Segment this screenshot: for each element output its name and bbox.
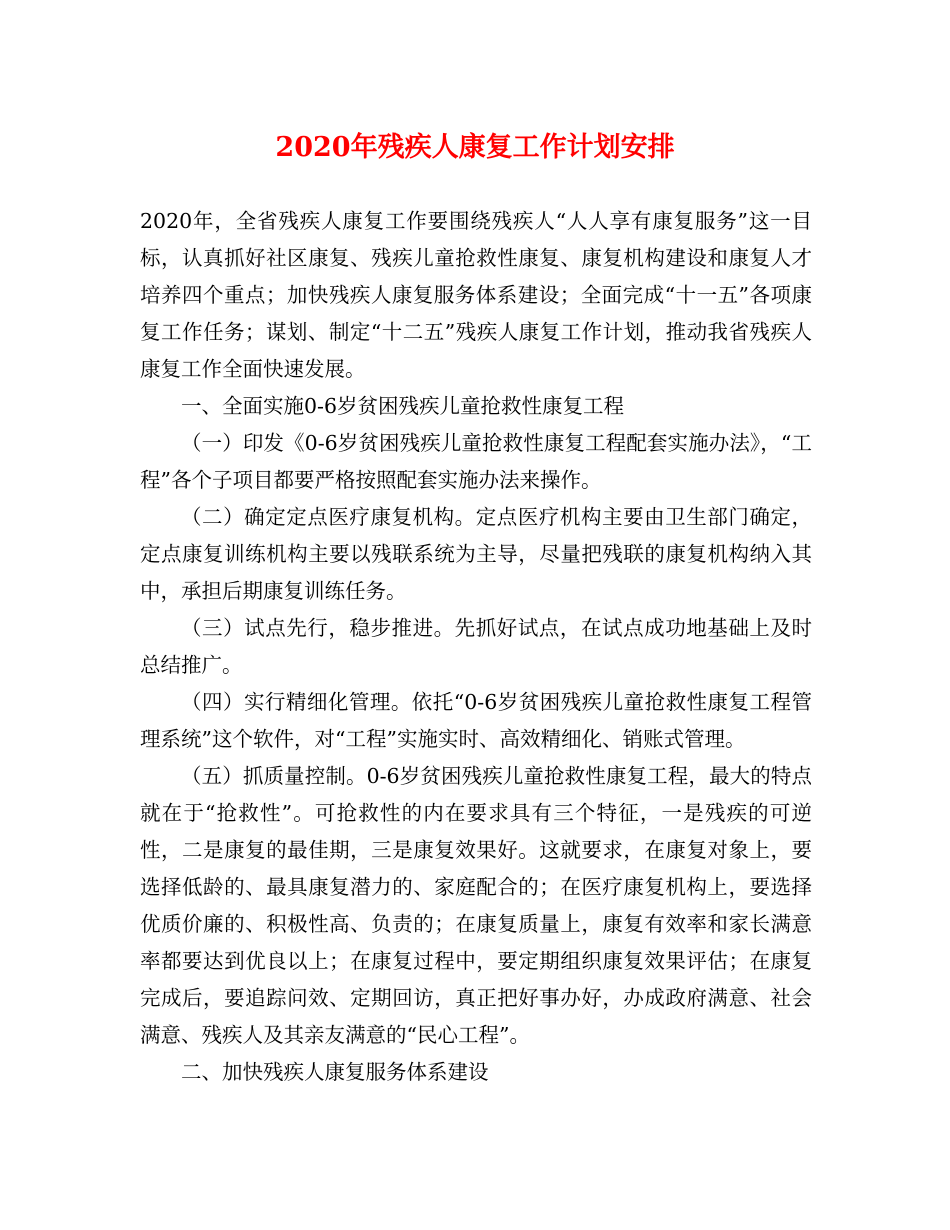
- intro-paragraph: 2020年，全省残疾人康复工作要围绕残疾人“人人享有康复服务”这一目标，认真抓好社区康复、残疾儿童抢救性康复、康复机构建设和康复人才培养四个重点；加快残疾人康复服务体系建设；全面完成“十一五”各项康复工作任务；谋划、制定“十二五”残疾人康复工作计划，推动我省残疾人康复工作全面快速发展。: [140, 209, 812, 381]
- section-heading-2: 二、加快残疾人康复服务体系建设: [181, 1060, 489, 1084]
- document-body: [140, 203, 812, 1091]
- paragraph-item-3: （三）试点先行，稳步推进。先抓好试点，在试点成功地基础上及时总结推广。: [140, 616, 812, 677]
- paragraph-item-1: （一）印发《0-6岁贫困残疾儿童抢救性康复工程配套实施办法》，“工程”各个子项目都要严格按照配套实施办法来操作。: [140, 431, 812, 492]
- paragraph-item-2: （二）确定定点医疗康复机构。定点医疗机构主要由卫生部门确定，定点康复训练机构主要以残联系统为主导，尽量把残联的康复机构纳入其中，承担后期康复训练任务。: [140, 505, 812, 603]
- paragraph-item-4: （四）实行精细化管理。依托“0-6岁贫困残疾儿童抢救性康复工程管理系统”这个软件，对“工程”实施实时、高效精细化、销账式管理。: [140, 690, 812, 751]
- section-heading-1: 一、全面实施0-6岁贫困残疾儿童抢救性康复工程: [181, 394, 625, 418]
- paragraph-item-5: （五）抓质量控制。0-6岁贫困残疾儿童抢救性康复工程，最大的特点就在于“抢救性”。可抢救性的内在要求具有三个特征，一是残疾的可逆性，二是康复的最佳期，三是康复效果好。这就要求，在康复对象上，要选择低龄的、最具康复潜力的、家庭配合的；在医疗康复机构上，要选择优质价廉的、积极性高、负责的；在康复质量上，康复有效率和家长满意率都要达到优良以上；在康复过程中，要定期组织康复效果评估；在康复完成后，要追踪问效、定期回访，真正把好事办好，办成政府满意、社会满意、残疾人及其亲友满意的“民心工程”。: [140, 764, 812, 1047]
- document-title: 2020年残疾人康复工作计划安排: [275, 132, 675, 163]
